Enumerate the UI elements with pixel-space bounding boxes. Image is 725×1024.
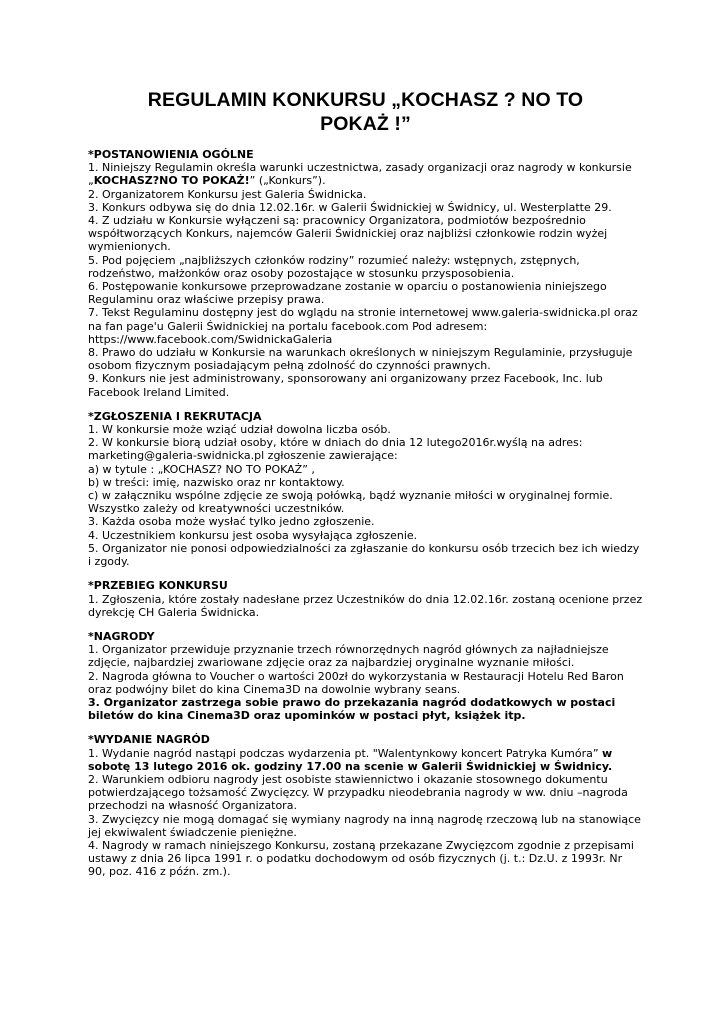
- document-title: [88, 88, 643, 136]
- paragraph: [88, 643, 643, 669]
- paragraph: [88, 280, 643, 306]
- paragraph: [88, 463, 643, 476]
- paragraph-text: 4. Z udziału w Konkursie wyłączeni są: pracownicy Organizatora, podmiotów bezpośrednio współtworzących Konkurs, najemców Galerii Świdnickiej oraz najbliżsi członkowie rodzin wyżej wymienionych.: [88, 214, 608, 254]
- paragraph-text: 4. Nagrody w ramach niniejszego Konkursu, zostaną przekazane Zwycięzcom zgodnie z przepisami ustawy z dnia 26 lipca 1991 r. o podatku dochodowym od osób fizycznych (j. t.: Dz.U. z 1993r. Nr 90, poz. 416 z późn. zm.).: [88, 838, 634, 879]
- paragraph: [88, 476, 643, 489]
- paragraph-text: 4. Uczestnikiem konkursu jest osoba wysyłająca zgłoszenie.: [88, 528, 418, 542]
- paragraph: [88, 773, 643, 813]
- paragraph: [88, 423, 643, 436]
- paragraph-text: c) w załączniku wspólne zdjęcie ze swoją połówką, bądź wyznanie miłości w oryginalnej formie. Wszystko zależy od kreatywności uczestników.: [88, 489, 613, 516]
- paragraph: [88, 188, 643, 201]
- paragraph-text: 2. W konkursie biorą udział osoby, które w dniach do dnia 12 lutego2016r.wyślą na adres: marketing@galeria-swidnicka.pl zgłoszenie zawierające:: [88, 436, 583, 463]
- sections-container: [88, 148, 643, 879]
- paragraph-text: 1. Wydanie nagród nastąpi podczas wydarzenia pt. "Walentynkowy koncert Patryka Kumóra”: [88, 746, 603, 760]
- paragraph: [88, 593, 643, 619]
- paragraph: [88, 346, 643, 372]
- paragraph: [88, 670, 643, 696]
- paragraph: [88, 696, 643, 722]
- paragraph: [88, 747, 643, 773]
- section-heading: *WYDANIE NAGRÓD: [88, 733, 210, 747]
- title-line-1: REGULAMIN KONKURSU „KOCHASZ ? NO TO: [147, 89, 584, 111]
- section-heading: *POSTANOWIENIA OGÓLNE: [88, 148, 254, 161]
- paragraph-text: 1. W konkursie może wziąć udział dowolna liczba osób.: [88, 423, 391, 437]
- paragraph-text: 5. Pod pojęciem „najbliższych członków rodziny” rozumieć należy: wstępnych, zstępnych, rodzeństwo, małżonków oraz osoby pozostające w stosunku przysposobienia.: [88, 253, 580, 280]
- paragraph-text: 5. Organizator nie ponosi odpowiedzialności za zgłaszanie do konkursu osób trzecich bez ich wiedzy i zgody.: [88, 541, 640, 569]
- paragraph: [88, 161, 643, 187]
- paragraph: [88, 489, 643, 515]
- section: [88, 410, 643, 568]
- paragraph-text: 9. Konkurs nie jest administrowany, sponsorowany ani organizowany przez Facebook, Inc. lub Facebook Ireland Limited.: [88, 372, 603, 399]
- paragraph-text: 1. Zgłoszenia, które zostały nadesłane przez Uczestników do dnia 12.02.16r. zostaną ocenione przez dyrekcję CH Galeria Świdnicka.: [88, 592, 643, 619]
- paragraph: [88, 201, 643, 214]
- paragraph: [88, 254, 643, 280]
- paragraph: [88, 214, 643, 254]
- section: [88, 733, 643, 878]
- title-line-2: POKAŻ !”: [320, 113, 411, 135]
- paragraph: [88, 515, 643, 528]
- paragraph-text: 2. Nagroda główna to Voucher o wartości 200zł do wykorzystania w Restauracji Hotelu Red Baron oraz podwójny bilet do kina Cinema3D na dowolnie wybrany seans.: [88, 669, 624, 696]
- paragraph: [88, 529, 643, 542]
- paragraph: [88, 306, 643, 346]
- paragraph-text: b) w treści: imię, nazwisko oraz nr kontaktowy.: [88, 475, 345, 489]
- paragraph-bold-text: KOCHASZ?NO TO POKAŻ!: [93, 174, 250, 188]
- section: [88, 579, 643, 619]
- paragraph-text: 7. Tekst Regulaminu dostępny jest do wglądu na stronie internetowej www.galeria-swidnicka.pl oraz na fan page'u Galerii Świdnickiej na portalu facebook.com Pod adresem: https://www.facebook.com/SwidnickaGaleria: [88, 306, 638, 346]
- section: [88, 630, 643, 722]
- section: [88, 148, 643, 399]
- paragraph-text: 8. Prawo do udziału w Konkursie na warunkach określonych w niniejszym Regulaminie, przysługuje osobom fizycznym posiadającym pełną zdolność do czynności prawnych.: [88, 346, 633, 373]
- paragraph: [88, 542, 643, 568]
- paragraph-text: 3. Zwycięzcy nie mogą domagać się wymiany nagrody na inną nagrodę rzeczową lub na stanowiące jej ekwiwalent świadczenie pieniężne.: [88, 812, 641, 839]
- paragraph-text: 1. Niniejszy Regulamin określa warunki uczestnictwa, zasady organizacji oraz nagrody w konkursie „: [88, 161, 632, 188]
- paragraph-bold-text: w sobotę 13 lutego 2016 ok. godziny 17.00 na scenie w Galerii Świdnickiej w Świdnicy.: [88, 746, 613, 773]
- paragraph-text: 3. Każda osoba może wysłać tylko jedno zgłoszenie.: [88, 515, 375, 529]
- section-heading: *NAGRODY: [88, 629, 155, 643]
- document-page: [88, 88, 643, 890]
- paragraph-text: 6. Postępowanie konkursowe przeprowadzane zostanie w oparciu o postanowienia niniejszego Regulaminu oraz właściwe przepisy prawa.: [88, 280, 607, 307]
- paragraph-bold-text: 3. Organizator zastrzega sobie prawo do przekazania nagród dodatkowych w postaci biletów do kina Cinema3D oraz upominków w postaci płyt, książek itp.: [88, 695, 616, 723]
- paragraph: [88, 813, 643, 839]
- section-heading: *PRZEBIEG KONKURSU: [88, 579, 228, 593]
- paragraph: [88, 436, 643, 462]
- paragraph-tail-text: ” („Konkurs”).: [249, 174, 326, 188]
- paragraph: [88, 839, 643, 879]
- paragraph-text: 3. Konkurs odbywa się do dnia 12.02.16r. w Galerii Świdnickiej w Świdnicy, ul. Westerplatte 29.: [88, 200, 612, 214]
- paragraph-text: 2. Warunkiem odbioru nagrody jest osobiste stawiennictwo i okazanie stosownego dokumentu potwierdzającego tożsamość Zwycięzcy. W przypadku nieodebrania nagrody w ww. dniu –nagroda przechodzi na własność Organizatora.: [88, 772, 628, 813]
- section-heading: *ZGŁOSZENIA I REKRUTACJA: [88, 409, 262, 423]
- paragraph-text: a) w tytule : „KOCHASZ? NO TO POKAŻ” ,: [88, 462, 315, 476]
- paragraph-text: 2. Organizatorem Konkursu jest Galeria Świdnicka.: [88, 187, 367, 201]
- paragraph: [88, 372, 643, 398]
- paragraph-text: 1. Organizator przewiduje przyznanie trzech równorzędnych nagród głównych za najładniejsze zdjęcie, najbardziej zwariowane zdjęcie oraz za najbardziej oryginalne wyznanie miłości.: [88, 643, 609, 670]
